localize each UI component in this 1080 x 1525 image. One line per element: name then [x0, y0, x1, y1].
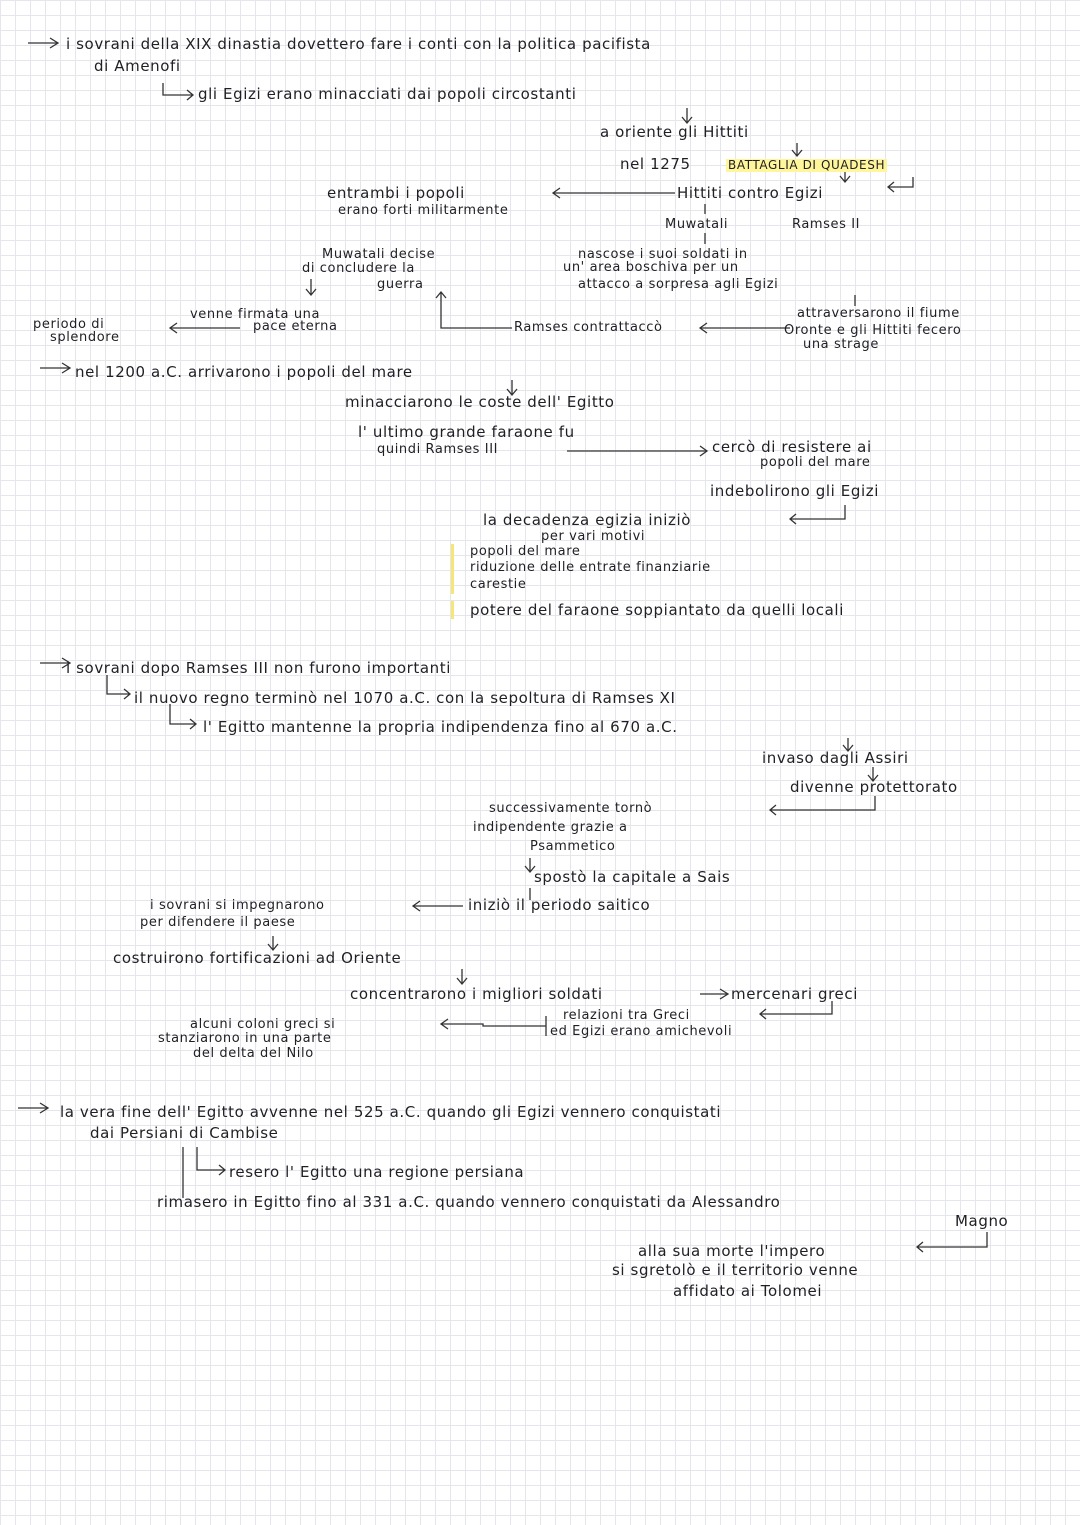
note-line: il nuovo regno terminò nel 1070 a.C. con la sepoltura di Ramses XI	[134, 689, 676, 707]
note-line: dai Persiani di Cambise	[90, 1124, 279, 1142]
note-line: splendore	[50, 330, 120, 345]
note-line: popoli del mare	[470, 544, 581, 559]
note-line: la vera fine dell' Egitto avvenne nel 525 a.C. quando gli Egizi vennero conquistati	[60, 1103, 722, 1121]
note-line: alcuni coloni greci si	[190, 1017, 336, 1032]
note-line: attacco a sorpresa agli Egizi	[578, 277, 779, 292]
note-line: l' ultimo grande faraone fu	[358, 423, 575, 441]
note-line: Hittiti contro Egizi	[677, 184, 823, 202]
note-line: Oronte e gli Hittiti fecero	[784, 323, 962, 338]
note-line: cercò di resistere ai	[712, 438, 872, 456]
note-line: quindi Ramses III	[377, 442, 499, 457]
note-line: entrambi i popoli	[327, 184, 465, 202]
note-line: i sovrani della XIX dinastia dovettero fare i conti con la politica pacifista	[66, 35, 651, 53]
note-line: guerra	[377, 277, 424, 292]
note-line: per vari motivi	[541, 529, 646, 544]
note-line: a oriente gli Hittiti	[600, 123, 749, 141]
note-line: gli Egizi erano minacciati dai popoli circostanti	[198, 85, 577, 103]
note-line: nel 1200 a.C. arrivarono i popoli del mare	[75, 363, 413, 381]
note-line: Psammetico	[530, 839, 616, 854]
note-line: rimasero in Egitto fino al 331 a.C. quando vennero conquistati da Alessandro	[157, 1193, 781, 1211]
note-line: spostò la capitale a Sais	[534, 868, 731, 886]
note-line: la decadenza egizia iniziò	[483, 511, 691, 529]
note-line: minacciarono le coste dell' Egitto	[345, 393, 615, 411]
note-line: l' Egitto mantenne la propria indipendenza fino al 670 a.C.	[203, 718, 678, 736]
note-line: per difendere il paese	[140, 915, 296, 930]
note-line: Muwatali	[665, 217, 729, 232]
note-line: carestie	[470, 577, 527, 592]
note-line: costruirono fortificazioni ad Oriente	[113, 949, 402, 967]
note-line: del delta del Nilo	[193, 1046, 314, 1061]
note-line: un' area boschiva per un	[563, 260, 739, 275]
note-line: si sgretolò e il territorio venne	[612, 1261, 859, 1279]
note-line: Magno	[955, 1212, 1009, 1230]
note-line: mercenari greci	[731, 985, 858, 1003]
note-line: pace eterna	[253, 319, 338, 334]
note-line: attraversarono il fiume	[797, 306, 960, 321]
note-line: nascose i suoi soldati in	[578, 247, 748, 262]
note-line: periodo di	[33, 317, 105, 332]
note-line: i sovrani si impegnarono	[150, 898, 325, 913]
note-line: successivamente tornò	[489, 801, 653, 816]
note-line: Muwatali decise	[322, 247, 436, 262]
note-line: venne firmata una	[190, 307, 321, 322]
note-line: indipendente grazie a	[473, 820, 628, 835]
note-line: riduzione delle entrate finanziarie	[470, 560, 711, 575]
note-line: ed Egizi erano amichevoli	[550, 1024, 733, 1039]
note-line: relazioni tra Greci	[563, 1008, 690, 1023]
note-line: iniziò il periodo saitico	[468, 896, 651, 914]
note-line: affidato ai Tolomei	[673, 1282, 823, 1300]
note-line: potere del faraone soppiantato da quelli locali	[470, 601, 844, 619]
note-line: di concludere la	[302, 261, 415, 276]
note-line: di Amenofi	[94, 57, 181, 75]
note-line: popoli del mare	[760, 455, 871, 470]
note-line: stanziarono in una parte	[158, 1031, 332, 1046]
battle-highlight: BATTAGLIA DI QUADESH	[728, 158, 886, 172]
note-line: indebolirono gli Egizi	[710, 482, 879, 500]
note-line: nel 1275	[620, 155, 691, 173]
note-line: divenne protettorato	[790, 778, 958, 796]
note-line: concentrarono i migliori soldati	[350, 985, 603, 1003]
note-line: resero l' Egitto una regione persiana	[229, 1163, 525, 1181]
note-line: una strage	[803, 337, 880, 352]
note-line: Ramses contrattaccò	[514, 320, 663, 335]
note-line: erano forti militarmente	[338, 203, 509, 218]
note-line: i sovrani dopo Ramses III non furono importanti	[66, 659, 452, 677]
note-line: Ramses II	[792, 217, 861, 232]
note-line: invaso dagli Assiri	[762, 749, 909, 767]
note-line: alla sua morte l'impero	[638, 1242, 826, 1260]
